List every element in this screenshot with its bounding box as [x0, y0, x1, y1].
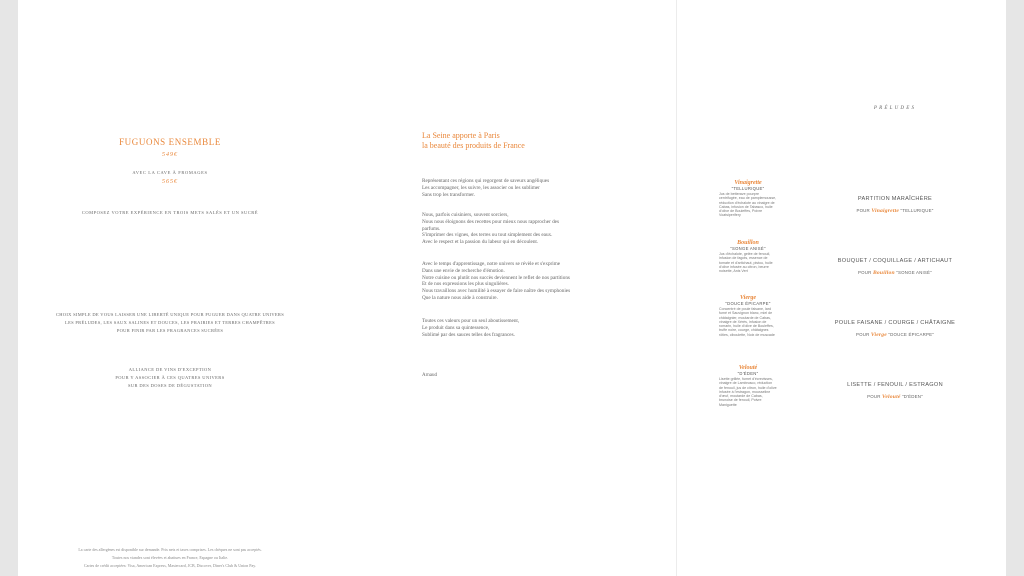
sauce-name: Velouté [738, 365, 758, 371]
choice-line: LES PRÉLUDES, LES SAUX SALINES ET DOUCES, LES PRAIRIES ET TERRES CHAMPÊTRES [65, 320, 275, 325]
course-sauce-line [820, 394, 970, 400]
footer-line: La carte des allergènes est disponible sur demande. Prix nets et taxes comprises. Les chèques ne sont pas acceptés. [78, 547, 262, 552]
course-sauce-subtitle: "TELLURIQUE" [900, 208, 934, 213]
paragraph-line: Le produit dans sa quintessence, [422, 324, 490, 331]
course-sauce-name: Velouté [882, 394, 901, 400]
philosophy-paragraph [422, 318, 622, 338]
course-item [820, 196, 970, 214]
paragraph-line: Toutes ces valeurs pour un seul aboutissement, [422, 318, 520, 324]
sauce-subtitle: "SONGE ANISÉ" [730, 246, 766, 251]
paragraph-line: Et de nos expressions les plus singulières. [422, 281, 509, 288]
sauce-subtitle: "DOUCE ÉPICARPE" [725, 301, 771, 306]
section-heading-preludes: PRÉLUDES [873, 106, 917, 111]
course-item [820, 382, 970, 400]
course-sauce-line [820, 270, 970, 276]
course-sauce-subtitle: "DOUCE ÉPICARPE" [888, 332, 935, 337]
pour-label: POUR [855, 332, 870, 337]
legal-footer [40, 546, 300, 570]
menu-title: FUGUONS ENSEMBLE [119, 137, 221, 147]
sauce-name: Vierge [740, 295, 756, 301]
choice-line: CHOIX SIMPLE DE VOUS LAISSER UNE LIBERTÉ UNIQUE POUR FUGUER DANS QUATRE UNIVERS [55, 312, 285, 317]
paragraph-line: Dans une envie de recherche d'émotion. [422, 267, 505, 274]
paragraph-line: Sublimé par des sauces telles des fragrances. [422, 331, 515, 338]
course-sauce-subtitle: "SONGE ANISÉ" [896, 270, 932, 275]
paragraph-line: Nous nous éloignons des recettes pour mieux nous rapprocher des [422, 218, 560, 225]
sauce-subtitle: "TELLURIQUE" [731, 186, 765, 191]
paragraph-line: Sans trop les transformer. [422, 191, 476, 198]
pour-label: POUR [867, 394, 881, 399]
course-sauce-name: Vierge [870, 332, 887, 338]
chef-signature: Arnaud [422, 373, 437, 378]
sauce-card [698, 365, 798, 407]
course-sauce-name: Vinaigrette [871, 208, 900, 214]
course-title: LISETTE / FENOUIL / ESTRAGON [847, 382, 943, 388]
sauce-description: Concentré de poule faisane, lard fumé et Sauvignon blanc, miel de châtaignier, moutarde de Cabas, vinaigre de Xérès, infusion de romarin, huile d'olive de Bouleffes, truffe noire, courge, châtaignes rôties, ciboulette, Noix de muscade [719, 307, 775, 337]
menu-price-with-cheese: 565€ [162, 179, 178, 185]
sauce-card [698, 240, 798, 273]
course-item [820, 320, 970, 338]
sauce-card [698, 295, 798, 337]
sauce-description: Jus de betterave pourpre centrifugée, eau de pamplemousse, réduction d'échalote au vinaigre de Cabas, infusion de Tabasco, huile d'olive de Bouleffes, Poivre Voatsiperifery [719, 192, 777, 218]
pour-label: POUR [858, 270, 872, 275]
philosophy-paragraph [422, 261, 622, 302]
cheese-cave-label: AVEC LA CAVE À FROMAGES [132, 170, 208, 175]
paragraph-line: Notre cuisine ou plutôt nos succès deviennent le reflet de nos partitions [422, 274, 570, 281]
menu-price: 549€ [162, 152, 178, 158]
footer-line: Cartes de crédit acceptées: Visa, American Express, Mastercard, JCB, Discover, Diner's Club & Union Pay. [84, 563, 256, 568]
philosophy-paragraph [422, 178, 622, 198]
page-fold-divider [676, 0, 677, 576]
wine-pairing-description [100, 366, 240, 390]
sauce-subtitle: "D'ÉDEN" [737, 371, 759, 376]
paragraph-line: Que la nature nous aide à construire. [422, 294, 498, 301]
pour-label: POUR [856, 208, 870, 213]
wine-line: POUR Y ASSOCIER À CES QUATRES UNIVERS [115, 375, 225, 380]
sauce-card [698, 180, 798, 218]
philosophy-title [422, 131, 622, 151]
compose-instruction: COMPOSEZ VOTRE EXPÉRIENCE EN TROIS METS SALÉS ET UN SUCRÉ [81, 210, 259, 215]
sauce-description: Jus d'échalote, gelée de fenouil, infusion de fagots, essence de tomate et d'artichaut, pistou, huile d'olive infusée au citron, beurre noisette, Anis Vert [719, 252, 773, 274]
paragraph-line: Nous travaillons avec humilité à essayer de faire naître des symphonies [422, 288, 571, 295]
course-sauce-subtitle: "D'ÉDEN" [901, 394, 923, 399]
course-item [820, 258, 970, 276]
paragraph-line: Représentant ces régions qui regorgent de saveurs angéliques [422, 178, 550, 184]
philosophy-title-line: La Seine apporte à Paris [422, 131, 500, 140]
course-title: PARTITION MARAÎCHÈRE [857, 196, 933, 202]
wine-line: ALLIANCE DE VINS D'EXCEPTION [128, 367, 212, 372]
sauce-description: Lisette grillée, fumet d'écrevisses, vinaigre de Lambrusco, réduction de fenouil, jus de citron, huile d'olive infusée à l'estragon, mousseline d'œuf, moutarde de Cabas, brunoise de fenouil, Poivre Maniguette [719, 377, 777, 407]
paragraph-line: Les accompagner, les suivre, les associer ou les sublimer [422, 184, 540, 191]
course-title: POULE FAISANE / COURGE / CHÂTAIGNE [834, 320, 956, 326]
paragraph-line: Avec le respect et la passion du labeur qui en découlent. [422, 239, 539, 246]
choice-description [40, 311, 300, 335]
sauce-name: Vinaigrette [734, 180, 762, 186]
paragraph-line: parfums. [422, 225, 441, 232]
course-title: BOUQUET / COQUILLAGE / ARTICHAUT [837, 258, 953, 264]
philosophy-paragraph [422, 212, 622, 246]
paragraph-line: Nous, parfois cuisiniers, souvent sorciers, [422, 212, 509, 218]
course-sauce-line [820, 208, 970, 214]
choice-line: POUR FINIR PAR LES FRAGRANCES SUCRÉES [116, 328, 224, 333]
course-sauce-name: Bouillon [872, 270, 895, 276]
sauce-name: Bouillon [737, 240, 759, 246]
philosophy-title-line: la beauté des produits de France [422, 141, 525, 150]
paragraph-line: Avec le temps d'apprentissage, notre univers se révèle et s'exprime [422, 261, 561, 267]
course-sauce-line [820, 332, 970, 338]
paragraph-line: S'imprimer des vignes, des terres ou tout simplement des eaux. [422, 232, 553, 239]
footer-line: Toutes nos viandes sont élevées et abattues en France, Espagne ou Italie. [111, 555, 229, 560]
wine-line: SUR DES DOSES DE DÉGUSTATION [127, 383, 213, 388]
